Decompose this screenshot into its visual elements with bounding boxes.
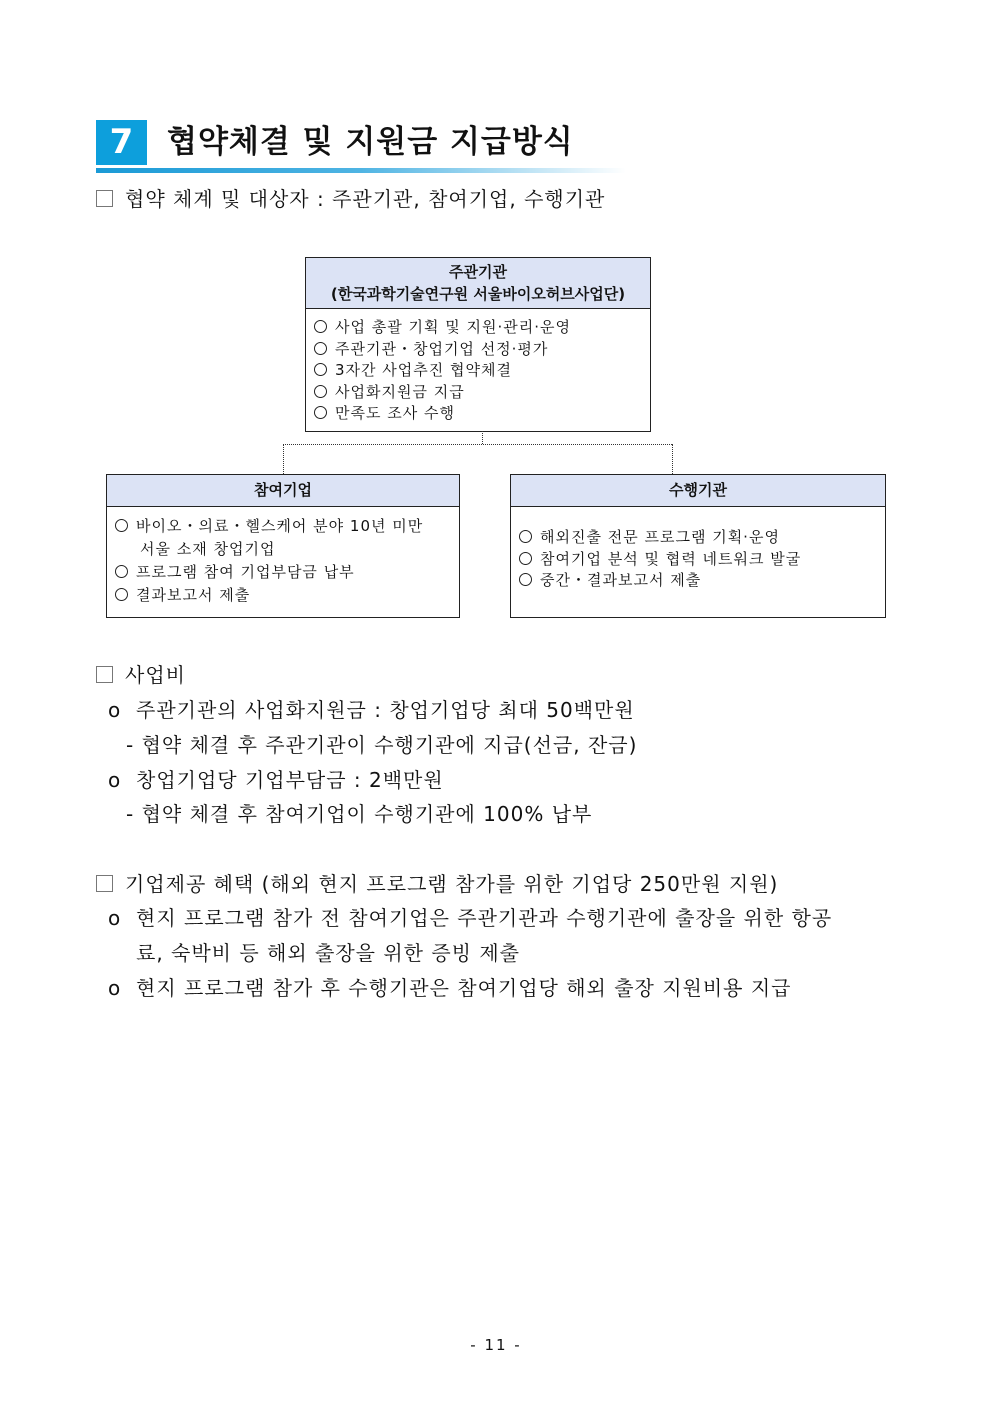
operator-box — [510, 474, 886, 618]
operator-title: 수행기관 — [511, 475, 885, 507]
participant-box — [106, 474, 460, 618]
checkbox-square-icon — [96, 875, 113, 892]
list-item: 중간・결과보고서 제출 — [519, 570, 877, 592]
benefit-item-continued: 료, 숙박비 등 해외 출장을 위한 증빙 제출 — [136, 941, 520, 965]
section-number: 7 — [96, 120, 147, 165]
list-item: 주관기관・창업기업 선정·평가 — [314, 339, 642, 361]
circle-bullet-icon — [519, 530, 532, 543]
checkbox-square-icon — [96, 666, 113, 683]
list-item: 사업화지원금 지급 — [314, 382, 642, 404]
budget-item: o 주관기관의 사업화지원금 : 창업기업당 최대 50백만원 — [108, 698, 635, 722]
connector-line — [283, 444, 672, 445]
benefit-item: o 현지 프로그램 참가 후 수행기관은 참여기업당 해외 출장 지원비용 지급 — [108, 976, 792, 1000]
connector-line — [482, 431, 483, 444]
list-item: 만족도 조사 수행 — [314, 403, 642, 425]
checkbox-square-icon — [96, 190, 113, 207]
page-number: - 11 - — [470, 1336, 522, 1354]
budget-subitem: - 협약 체결 후 주관기관이 수행기관에 지급(선금, 잔금) — [126, 733, 638, 757]
circle-bullet-icon — [314, 342, 327, 355]
list-item: 서울 소재 창업기업 — [140, 540, 276, 558]
intro-line — [96, 186, 605, 212]
title-underline — [96, 168, 626, 173]
budget-heading: 사업비 — [96, 662, 186, 688]
benefit-heading: 기업제공 혜택 (해외 현지 프로그램 참가를 위한 기업당 250만원 지원) — [96, 871, 778, 897]
connector-line — [672, 444, 673, 474]
list-item: 바이오・의료・헬스케어 분야 10년 미만 — [115, 515, 451, 538]
circle-bullet-icon — [115, 588, 128, 601]
benefit-item: o 현지 프로그램 참가 전 참여기업은 주관기관과 수행기관에 출장을 위한 항공 — [108, 906, 833, 930]
list-item: 3자간 사업추진 협약체결 — [314, 360, 642, 382]
bullet-o-icon: o — [108, 768, 122, 792]
budget-item: o 창업기업당 기업부담금 : 2백만원 — [108, 768, 444, 792]
lead-org-subtitle: (한국과학기술연구원 서울바이오허브사업단) — [330, 285, 626, 303]
list-item: 사업 총괄 기획 및 지원·관리·운영 — [314, 317, 642, 339]
list-item: 프로그램 참여 기업부담금 납부 — [115, 561, 451, 584]
connector-line — [283, 444, 284, 474]
intro-text: 협약 체계 및 대상자 : 주관기관, 참여기업, 수행기관 — [125, 187, 606, 211]
list-item: 참여기업 분석 및 협력 네트워크 발굴 — [519, 549, 877, 571]
circle-bullet-icon — [314, 385, 327, 398]
circle-bullet-icon — [519, 573, 532, 586]
circle-bullet-icon — [519, 552, 532, 565]
circle-bullet-icon — [314, 320, 327, 333]
bullet-o-icon: o — [108, 976, 122, 1000]
lead-org-title: 주관기관 — [449, 263, 507, 281]
lead-org-box — [305, 257, 651, 432]
list-item: 결과보고서 제출 — [115, 584, 451, 607]
budget-subitem: - 협약 체결 후 참여기업이 수행기관에 100% 납부 — [126, 802, 593, 826]
circle-bullet-icon — [115, 519, 128, 532]
circle-bullet-icon — [314, 406, 327, 419]
participant-title: 참여기업 — [107, 475, 459, 507]
bullet-o-icon: o — [108, 698, 122, 722]
bullet-o-icon: o — [108, 906, 122, 930]
circle-bullet-icon — [115, 565, 128, 578]
section-title: 협약체결 및 지원금 지급방식 — [167, 124, 574, 160]
circle-bullet-icon — [314, 363, 327, 376]
list-item: 해외진출 전문 프로그램 기획·운영 — [519, 527, 877, 549]
